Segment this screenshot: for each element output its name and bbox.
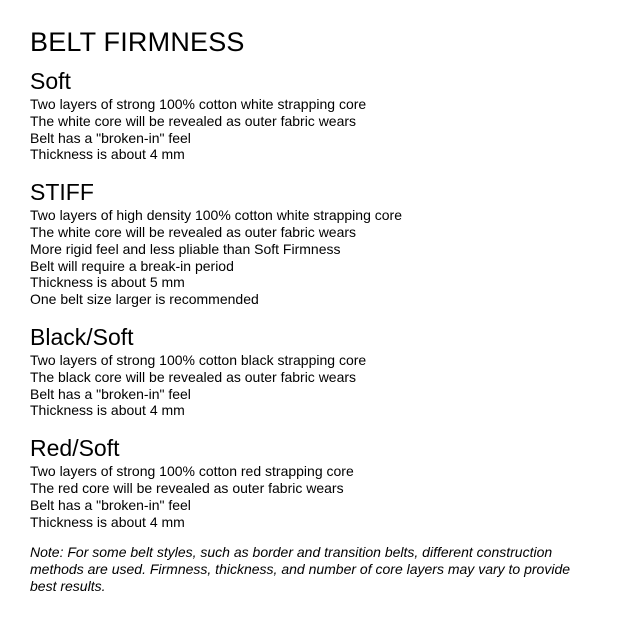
section-line: The black core will be revealed as outer fabric wears [30,368,357,385]
section-line: Thickness is about 4 mm [30,402,185,419]
section-line: The white core will be revealed as outer fabric wears [30,223,357,240]
section-lines [30,207,622,308]
section-line: Thickness is about 4 mm [30,513,185,530]
section-lines [30,96,622,163]
section-line: One belt size larger is recommended [30,291,259,308]
section-title: Black/Soft [30,323,134,350]
section-line: Thickness is about 5 mm [30,274,185,291]
section-title: Soft [30,68,71,94]
section-line: Belt has a "broken-in" feel [30,496,191,513]
section-line: Two layers of high density 100% cotton white strapping core [30,207,402,224]
section-line: Two layers of strong 100% cotton red strapping core [30,463,354,480]
section-line: The red core will be revealed as outer fabric wears [30,479,344,496]
section-line: Two layers of strong 100% cotton white strapping core [30,96,367,112]
section-line: Two layers of strong 100% cotton black strapping core [30,351,367,368]
section-title: STIFF [30,179,94,206]
section-red-soft [30,435,622,530]
section-black-soft [30,324,622,419]
construction-note: Note: For some belt styles, such as border and transition belts, different construction methods are used. Firmness, thickness, and number of core layers may vary to provide best results. [30,544,571,595]
section-line: Belt has a "broken-in" feel [30,385,191,402]
section-soft [30,68,622,163]
section-line: More rigid feel and less pliable than Soft Firmness [30,240,341,257]
section-lines [30,352,622,419]
section-title: Red/Soft [30,435,120,462]
section-line: Belt will require a break-in period [30,257,234,274]
section-line: The white core will be revealed as outer fabric wears [30,112,357,129]
section-stiff [30,179,622,308]
section-lines [30,463,622,530]
section-line: Thickness is about 4 mm [30,146,185,163]
page-title: BELT FIRMNESS [30,27,245,57]
section-line: Belt has a "broken-in" feel [30,129,191,146]
